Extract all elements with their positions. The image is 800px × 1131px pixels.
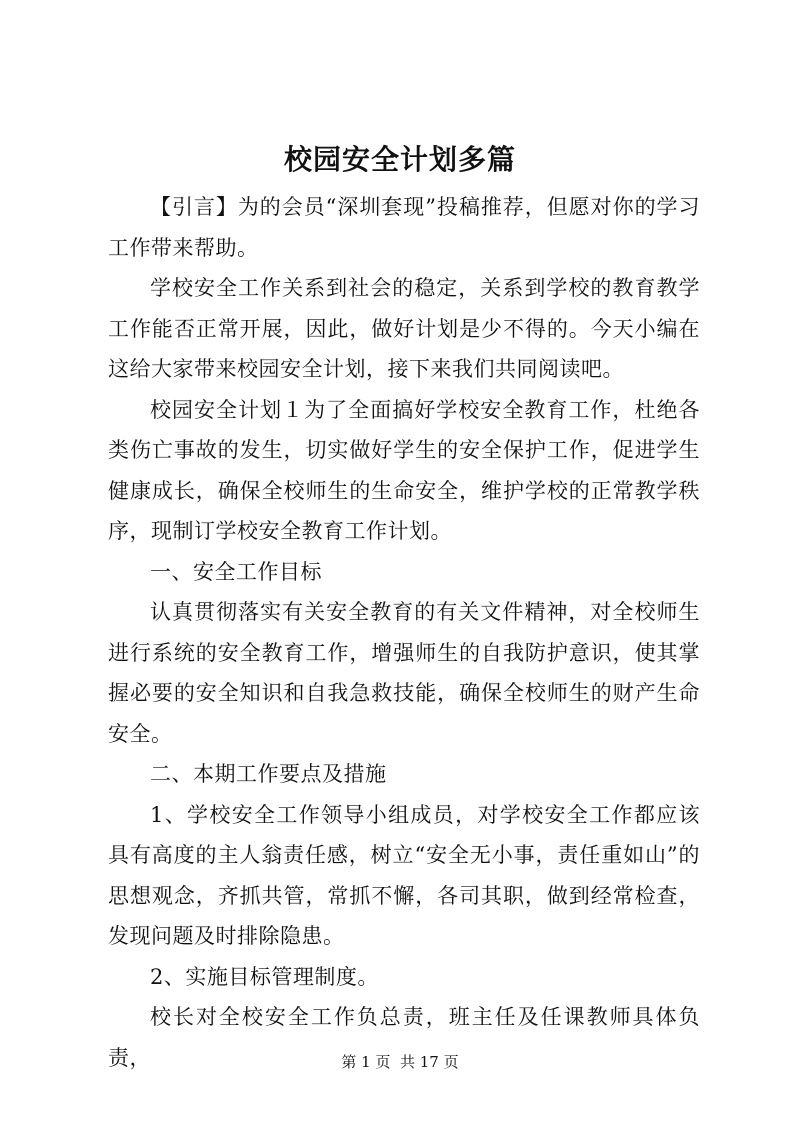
- document-body: [108, 187, 700, 1078]
- section-heading-goals: 一、安全工作目标: [150, 559, 322, 584]
- goals-paragraph: 认真贯彻落实有关安全教育的有关文件精神，对全校师生进行系统的安全教育工作，增强师生的自我防护意识，使其掌握必要的安全知识和自我急救技能，确保全校师生的财产生命安全。: [108, 600, 700, 746]
- document-title: 校园安全计划多篇: [283, 143, 516, 176]
- opening-paragraph: 学校安全工作关系到社会的稳定，关系到学校的教育教学工作能否正常开展，因此，做好计划是少不得的。今天小编在这给大家带来校园安全计划，接下来我们共同阅读吧。: [108, 276, 700, 381]
- plan-1-paragraph: 校园安全计划１为了全面搞好学校安全教育工作，杜绝各类伤亡事故的发生，切实做好学生的安全保护工作，促进学生健康成长，确保全校师生的生命安全，维护学校的正常教学秩序，现制订学校安全教育工作计划。: [108, 397, 700, 543]
- page-number: 第 1 页 共 17 页: [341, 1053, 459, 1071]
- measure-1-paragraph: 1、学校安全工作领导小组成员，对学校安全工作都应该具有高度的主人翁责任感，树立“安全无小事，责任重如山”的思想观念，齐抓共管，常抓不懈，各司其职，做到经常检查，发现问题及时排除隐患。: [108, 802, 700, 948]
- section-heading-measures: 二、本期工作要点及措施: [150, 762, 387, 786]
- page-footer: [0, 1051, 800, 1073]
- intro-paragraph: 【引言】为的会员“深圳套现”投稿推荐，但愿对你的学习工作带来帮助。: [108, 195, 700, 260]
- measure-2-heading: 2、实施目标管理制度。: [150, 964, 379, 989]
- responsibility-paragraph: 校长对全校安全工作负总责，班主任及任课教师具体负责，: [108, 1005, 700, 1070]
